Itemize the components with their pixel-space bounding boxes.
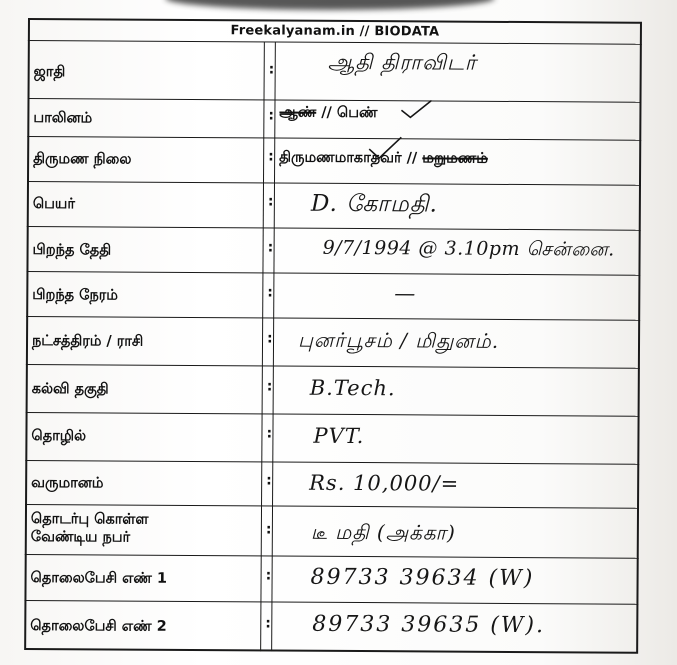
field-row-occupation <box>25 412 639 464</box>
field-value: 89733 39635 (W). <box>312 611 546 639</box>
field-label: தொலைபேசி எண் 1 <box>30 570 168 587</box>
field-label: பாலினம் <box>33 110 93 127</box>
biodata-form <box>24 18 642 654</box>
field-value: D. கோமதி. <box>310 190 438 218</box>
field-row-name <box>27 181 641 230</box>
marital-option-unmarried: திருமணமாகாதவர் <box>279 149 402 167</box>
field-label-line1: தொடர்பு கொள்ள <box>30 511 149 528</box>
field-value: — <box>394 281 417 306</box>
colon: : <box>267 284 273 301</box>
field-label: பெயர் <box>32 196 76 213</box>
field-row-phone-1 <box>24 554 638 604</box>
colon: : <box>268 148 274 165</box>
colon: : <box>267 193 274 210</box>
field-label-line2: வேண்டிய நபர் <box>30 529 131 546</box>
field-label: கல்வி தகுதி <box>31 381 109 398</box>
colon: : <box>266 330 273 347</box>
option-separator: // <box>321 104 332 121</box>
check-mark-icon <box>367 135 403 161</box>
option-separator: // <box>406 150 418 167</box>
field-row-income <box>25 460 639 508</box>
field-value: ஆதி திராவிடர் <box>327 49 477 75</box>
gender-option-female: பெண் <box>336 104 378 122</box>
colon: : <box>268 107 275 124</box>
field-label: தொழில் <box>31 428 87 445</box>
colon: : <box>267 239 274 256</box>
field-value: 89733 39634 (W) <box>310 564 535 592</box>
colon: : <box>265 615 271 632</box>
top-shadow <box>165 0 495 10</box>
colon: : <box>266 425 273 442</box>
field-row-contact-person <box>25 504 639 558</box>
colon: : <box>265 567 272 584</box>
field-row-education <box>26 364 640 416</box>
colon: : <box>266 378 273 395</box>
site-name: Freekalyanam.in <box>230 22 356 39</box>
field-label: ஜாதி <box>33 64 66 81</box>
field-value: Rs. 10,000/= <box>309 470 460 496</box>
form-title: BIODATA <box>374 23 440 40</box>
field-row-marital-status <box>27 136 641 185</box>
field-label <box>31 510 149 547</box>
field-value: 9/7/1994 @ 3.10pm சென்னை. <box>322 236 615 261</box>
field-row-phone-2 <box>24 600 638 654</box>
field-row-birth-time <box>26 271 640 320</box>
colon: : <box>266 472 272 489</box>
colon: : <box>268 61 275 78</box>
marital-option-remarriage: மறுமணம் <box>422 150 488 167</box>
gender-option-male: ஆண் <box>279 104 317 121</box>
field-row-gender <box>27 98 641 140</box>
field-value: PVT. <box>313 423 365 449</box>
field-label: வருமானம் <box>31 475 104 492</box>
header-separator: // <box>359 23 370 39</box>
field-row-caste <box>28 40 642 102</box>
field-value: புனர்பூசம் / மிதுனம். <box>297 327 500 353</box>
field-label: திருமண நிலை <box>33 151 132 168</box>
field-value: B.Tech. <box>309 375 396 401</box>
field-label: நட்சத்திரம் / ராசி <box>31 333 144 350</box>
field-row-birth-date <box>26 226 640 275</box>
field-value: டீ மதி (அக்கா) <box>310 519 456 545</box>
gender-options <box>279 105 377 124</box>
colon: : <box>265 521 272 538</box>
field-row-star-rasi <box>26 316 640 368</box>
check-mark-icon <box>399 98 433 120</box>
field-label: தொலைபேசி எண் 2 <box>30 618 167 635</box>
field-label: பிறந்த தேதி <box>32 242 112 259</box>
field-label: பிறந்த நேரம் <box>32 287 119 304</box>
